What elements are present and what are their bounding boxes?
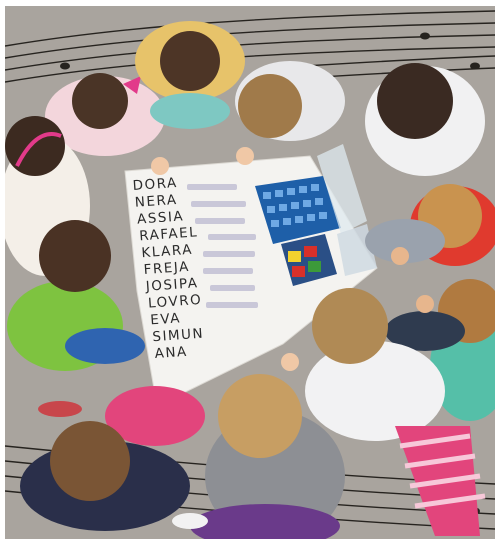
yellow-block bbox=[288, 251, 301, 262]
child-head bbox=[218, 374, 302, 458]
child-blue-shorts bbox=[65, 328, 145, 364]
handwritten-name: ANA bbox=[154, 343, 189, 362]
handwritten-name: LOVRO bbox=[147, 291, 203, 312]
handwritten-name: JOSIPA bbox=[145, 275, 200, 295]
child-sneaker bbox=[172, 513, 208, 529]
photo-canvas bbox=[5, 6, 495, 539]
child-head bbox=[39, 220, 111, 292]
child-head bbox=[5, 116, 65, 176]
child-head bbox=[377, 63, 453, 139]
child-sneaker bbox=[38, 401, 82, 417]
child-head bbox=[72, 73, 128, 129]
child-hand bbox=[281, 353, 299, 371]
handwritten-name: FREJA bbox=[143, 258, 191, 278]
handwritten-name: DORA bbox=[132, 174, 179, 194]
handwritten-name: KLARA bbox=[140, 241, 194, 262]
child-head bbox=[238, 74, 302, 138]
child-hand bbox=[416, 295, 434, 313]
classroom-photo bbox=[5, 6, 495, 539]
child-hand bbox=[391, 247, 409, 265]
handwritten-name: EVA bbox=[149, 310, 182, 329]
child-head bbox=[50, 421, 130, 501]
child-head bbox=[160, 31, 220, 91]
handwritten-name: RAFAEL bbox=[138, 224, 199, 245]
handwritten-name: NERA bbox=[134, 191, 179, 211]
handwritten-name: ASSIA bbox=[136, 208, 185, 228]
red-block bbox=[304, 246, 317, 257]
child-teal-skirt bbox=[150, 93, 230, 129]
green-block bbox=[308, 261, 321, 272]
child-head bbox=[312, 288, 388, 364]
child-hand bbox=[151, 157, 169, 175]
child-hand bbox=[236, 147, 254, 165]
red-block bbox=[292, 266, 305, 277]
handwritten-name: SIMUN bbox=[151, 325, 205, 346]
